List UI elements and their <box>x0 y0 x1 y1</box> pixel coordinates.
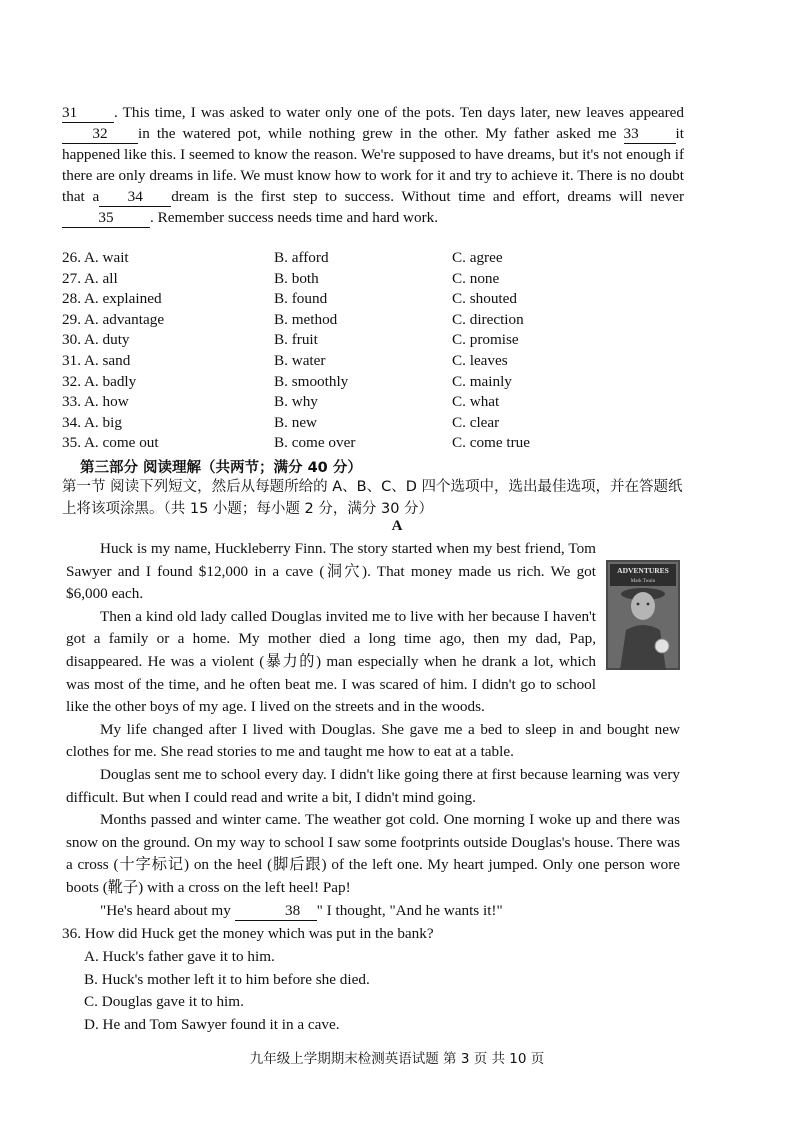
story-paragraph: Months passed and winter came. The weather got cold. One morning I woke up and there was snow on the ground. On my way to school I saw some footprints outside Douglas's house. There was a cross (十字标记) on the heel (脚后跟) of the left one. My heart jumped. Only one person wore boots (靴子) with a cross on the left heel! Pap! <box>66 811 680 896</box>
question-stem: 36. How did Huck get the money which was put in the bank? <box>62 925 434 942</box>
choice-a: A. Huck's father gave it to him. <box>84 947 275 965</box>
cloze-line: in the watered pot, while nothing grew in the other. My father asked me <box>138 125 617 142</box>
option-b: B. found <box>274 290 328 308</box>
option-c: C. agree <box>452 249 503 266</box>
blank-34: 34 <box>99 188 171 207</box>
option-a: 34. A. big <box>62 413 122 431</box>
blank-32: 32 <box>62 125 138 144</box>
story-paragraph: Then a kind old lady called Douglas invited me to live with her because I haven't got a family or a home. My mother died a long time ago, then my dad, Pap, disappeared. He was a violent (暴力的) man especially when he drank a lot, which was most of the time, and he often beat me. I was scared of him. I didn't go to school like the other boys of my age. I lived on the streets and in the woods. <box>66 607 596 716</box>
option-row <box>62 433 682 454</box>
option-a: 28. A. explained <box>62 290 162 308</box>
option-b: B. smoothly <box>274 372 349 390</box>
cloze-line: . This time, I was asked to water only one of the pots. Ten days later, new leaves <box>114 104 625 121</box>
story-paragraph: My life changed after I lived with Douglas. She gave me a bed to sleep in and bought new clothes for me. She read stories to me and taught me how to eat at a table. <box>66 720 680 761</box>
option-b: B. afford <box>274 249 329 266</box>
option-row <box>62 330 682 351</box>
book-title-text: ADVENTURES <box>617 566 669 575</box>
option-c: C. leaves <box>452 351 508 369</box>
option-c: C. mainly <box>452 372 512 390</box>
option-b: B. water <box>274 351 326 369</box>
cloze-options <box>62 248 682 454</box>
question-36 <box>62 923 684 1037</box>
option-b: B. new <box>274 413 318 431</box>
option-row <box>62 248 682 269</box>
option-b: B. both <box>274 269 319 287</box>
instruction-text: 第一节 阅读下列短文，然后从每题所给的 A、B、C、D 四个选项中，选出最佳选项，并在答题纸上将该项涂黑。（共 15 小题；每小题 2 分，满分 30 分） <box>62 479 683 517</box>
option-c: C. promise <box>452 331 519 349</box>
option-row <box>62 392 682 413</box>
option-row <box>62 289 682 310</box>
option-b: B. come over <box>274 434 356 452</box>
option-c: C. none <box>452 269 500 287</box>
cloze-line: it happened like this. I seemed to know the reason. We're supposed to have dreams, but it's not enough if there are only dreams in life. We must know how to work for it and try to achieve it. There is no doubt that a <box>62 125 684 205</box>
blank-35: 35 <box>62 209 150 228</box>
cloze-line: appeared <box>629 104 685 121</box>
option-b: B. method <box>274 310 338 328</box>
option-c: C. clear <box>452 413 500 431</box>
option-a: 29. A. advantage <box>62 310 165 328</box>
option-a: 32. A. badly <box>62 372 137 390</box>
book-author-text: Mark Twain <box>630 579 656 584</box>
blank-31: 31 <box>62 104 114 123</box>
option-a: 33. A. how <box>62 393 129 411</box>
blank-38: 38 <box>235 902 317 921</box>
book-cover-image <box>606 560 680 670</box>
page-footer: 九年级上学期期末检测英语试题 第 3 页 共 10 页 <box>249 1051 545 1067</box>
option-a: 35. A. come out <box>62 434 159 452</box>
section-title: 第三部分 阅读理解（共两节；满分 40 分） <box>80 460 362 476</box>
section-instruction <box>62 476 684 520</box>
option-c: C. what <box>452 393 500 411</box>
option-b: B. why <box>274 393 318 411</box>
choice-c: C. Douglas gave it to him. <box>84 993 244 1011</box>
option-row <box>62 372 682 393</box>
quote-end: " I thought, "And he wants it!" <box>316 901 503 919</box>
cloze-passage <box>62 102 684 228</box>
option-a: 30. A. duty <box>62 331 130 349</box>
choice-d: D. He and Tom Sawyer found it in a cave. <box>84 1016 340 1034</box>
option-a: 27. A. all <box>62 269 118 287</box>
option-b: B. fruit <box>274 331 318 349</box>
story-paragraph <box>66 900 680 923</box>
cloze-line: . Remember success needs time and hard work. <box>150 209 439 226</box>
option-row <box>62 310 682 331</box>
choice-b: B. Huck's mother left it to him before she died. <box>84 970 370 988</box>
passage-letter: A <box>391 518 403 534</box>
cloze-line: dream is the first step to success. Without time and effort, dreams will never <box>171 188 685 205</box>
option-row <box>62 413 682 434</box>
option-a: 26. A. wait <box>62 249 129 266</box>
option-a: 31. A. sand <box>62 351 131 369</box>
story-paragraph: Douglas sent me to school every day. I didn't like going there at first because learning was very difficult. But when I could read and write a bit, I didn't mind going. <box>66 765 680 806</box>
option-c: C. come true <box>452 434 531 452</box>
blank-33: 33 <box>624 125 676 144</box>
story-paragraph: Huck is my name, Huckleberry Finn. The story started when my best friend, Tom Sawyer and I found $12,000 in a cave (洞穴). That money made us rich. We got $6,000 each. <box>66 540 596 603</box>
reading-passage <box>66 538 680 922</box>
option-row <box>62 269 682 290</box>
option-c: C. direction <box>452 310 524 328</box>
option-c: C. shouted <box>452 290 517 308</box>
cloze-text <box>62 102 684 228</box>
quote-start: "He's heard about my <box>100 901 231 919</box>
option-row <box>62 351 682 372</box>
